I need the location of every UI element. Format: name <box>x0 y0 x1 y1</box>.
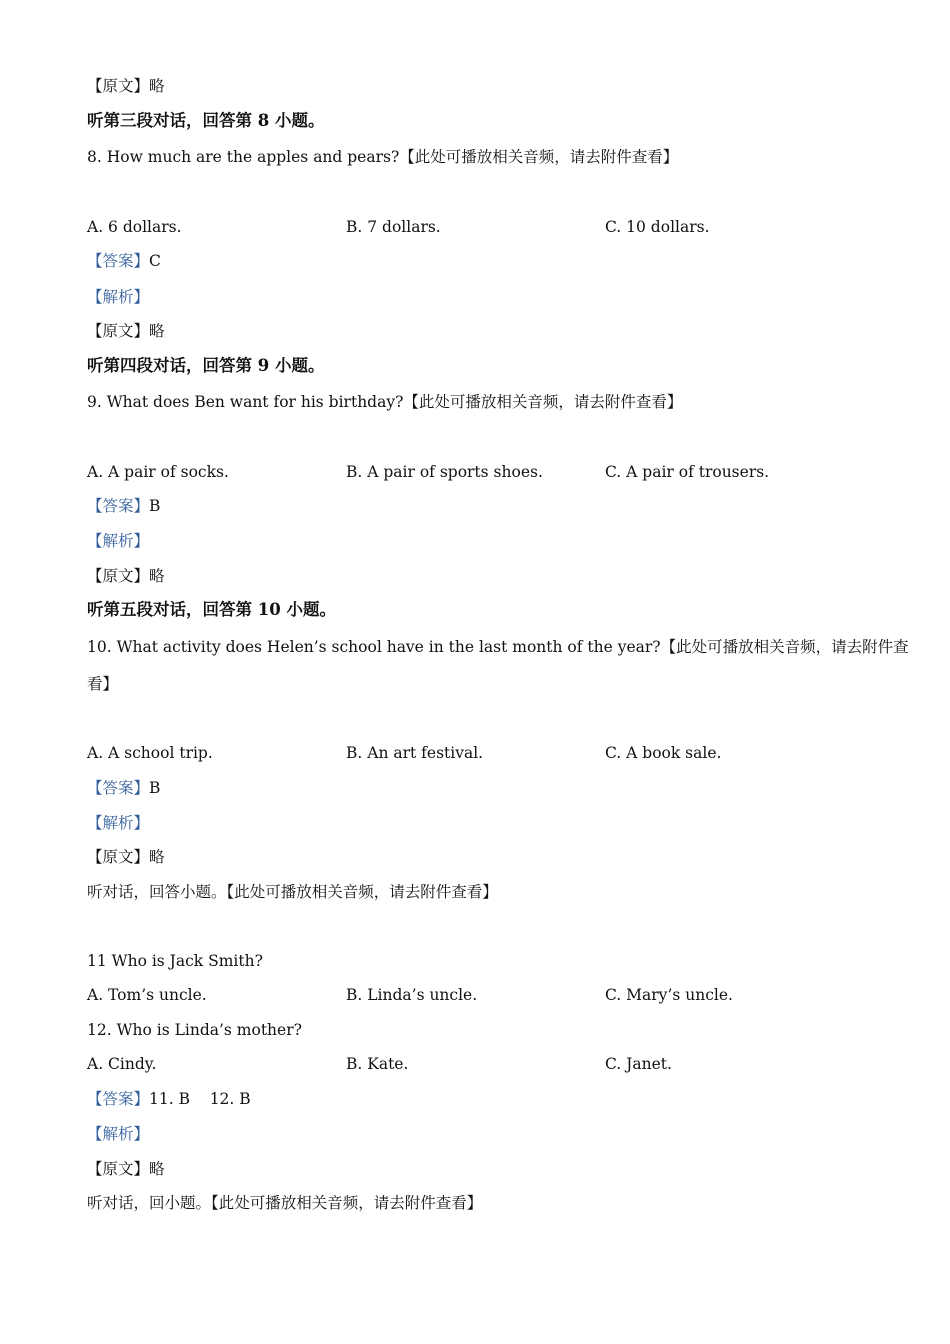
original-text-label: 【原文】 <box>87 848 150 866</box>
original-text-value: 略 <box>149 567 165 585</box>
original-text-row-3 <box>87 566 165 586</box>
q8-analysis-label: 【解析】 <box>87 288 150 306</box>
original-text-value: 略 <box>149 322 165 340</box>
q10-option-b: B. An art festival. <box>346 744 484 762</box>
q12-option-b: B. Kate. <box>346 1055 409 1073</box>
answer-label: 【答案】 <box>87 1090 150 1108</box>
original-text-value: 略 <box>149 1160 165 1178</box>
question-10-line-1: 10. What activity does Helen’s school have in the last month of the year?【此处可播放相关音频，请去附件查 <box>87 638 909 656</box>
question-9: 9. What does Ben want for his birthday?【此处可播放相关音频，请去附件查看】 <box>87 393 683 411</box>
original-text-label: 【原文】 <box>87 1160 150 1178</box>
q12-option-a: A. Cindy. <box>87 1055 157 1073</box>
q9-answer-row <box>87 496 160 516</box>
q10-option-a: A. A school trip. <box>87 744 213 762</box>
q12-option-c: C. Janet. <box>605 1055 672 1073</box>
q10-analysis-label: 【解析】 <box>87 814 150 832</box>
original-text-row-5 <box>87 1159 165 1179</box>
section-7-intro: 听对话，回小题。【此处可播放相关音频，请去附件查看】 <box>87 1194 483 1212</box>
question-8: 8. How much are the apples and pears?【此处可播放相关音频，请去附件查看】 <box>87 148 679 166</box>
original-text-row-2 <box>87 321 165 341</box>
q8-option-a: A. 6 dollars. <box>87 218 182 236</box>
q8-option-b: B. 7 dollars. <box>346 218 441 236</box>
q8-option-c: C. 10 dollars. <box>605 218 710 236</box>
answer-label: 【答案】 <box>87 497 150 515</box>
original-text-label: 【原文】 <box>87 322 150 340</box>
q11-option-b: B. Linda’s uncle. <box>346 986 478 1004</box>
q10-answer-value: B <box>149 779 161 797</box>
q11-option-c: C. Mary’s uncle. <box>605 986 733 1004</box>
q11-12-analysis-label: 【解析】 <box>87 1125 150 1143</box>
q10-answer-row <box>87 778 160 798</box>
q9-analysis-label: 【解析】 <box>87 532 150 550</box>
section-5-heading: 听第五段对话，回答第 10 小题。 <box>87 600 336 619</box>
q9-answer-value: B <box>149 497 161 515</box>
q11-12-answer-row <box>87 1089 251 1109</box>
q9-option-a: A. A pair of socks. <box>87 463 229 481</box>
q8-answer-row <box>87 251 161 271</box>
q9-option-b: B. A pair of sports shoes. <box>346 463 543 481</box>
q11-option-a: A. Tom’s uncle. <box>87 986 207 1004</box>
q10-option-c: C. A book sale. <box>605 744 722 762</box>
section-3-heading: 听第三段对话，回答第 8 小题。 <box>87 111 325 130</box>
answer-label: 【答案】 <box>87 779 150 797</box>
question-10-line-2: 看】 <box>87 675 119 693</box>
q11-12-answer-value: 11. B 12. B <box>149 1090 251 1108</box>
original-text-label: 【原文】 <box>87 77 150 95</box>
section-6-intro: 听对话，回答小题。【此处可播放相关音频，请去附件查看】 <box>87 883 498 901</box>
answer-label: 【答案】 <box>87 252 150 270</box>
original-text-label: 【原文】 <box>87 567 150 585</box>
original-text-value: 略 <box>149 848 165 866</box>
q9-option-c: C. A pair of trousers. <box>605 463 770 481</box>
q8-answer-value: C <box>149 252 161 270</box>
question-12: 12. Who is Linda’s mother? <box>87 1021 302 1039</box>
original-text-row-4 <box>87 847 165 867</box>
original-text-value: 略 <box>149 77 165 95</box>
question-11: 11 Who is Jack Smith? <box>87 952 263 970</box>
section-4-heading: 听第四段对话，回答第 9 小题。 <box>87 356 325 375</box>
original-text-row-1 <box>87 76 165 96</box>
